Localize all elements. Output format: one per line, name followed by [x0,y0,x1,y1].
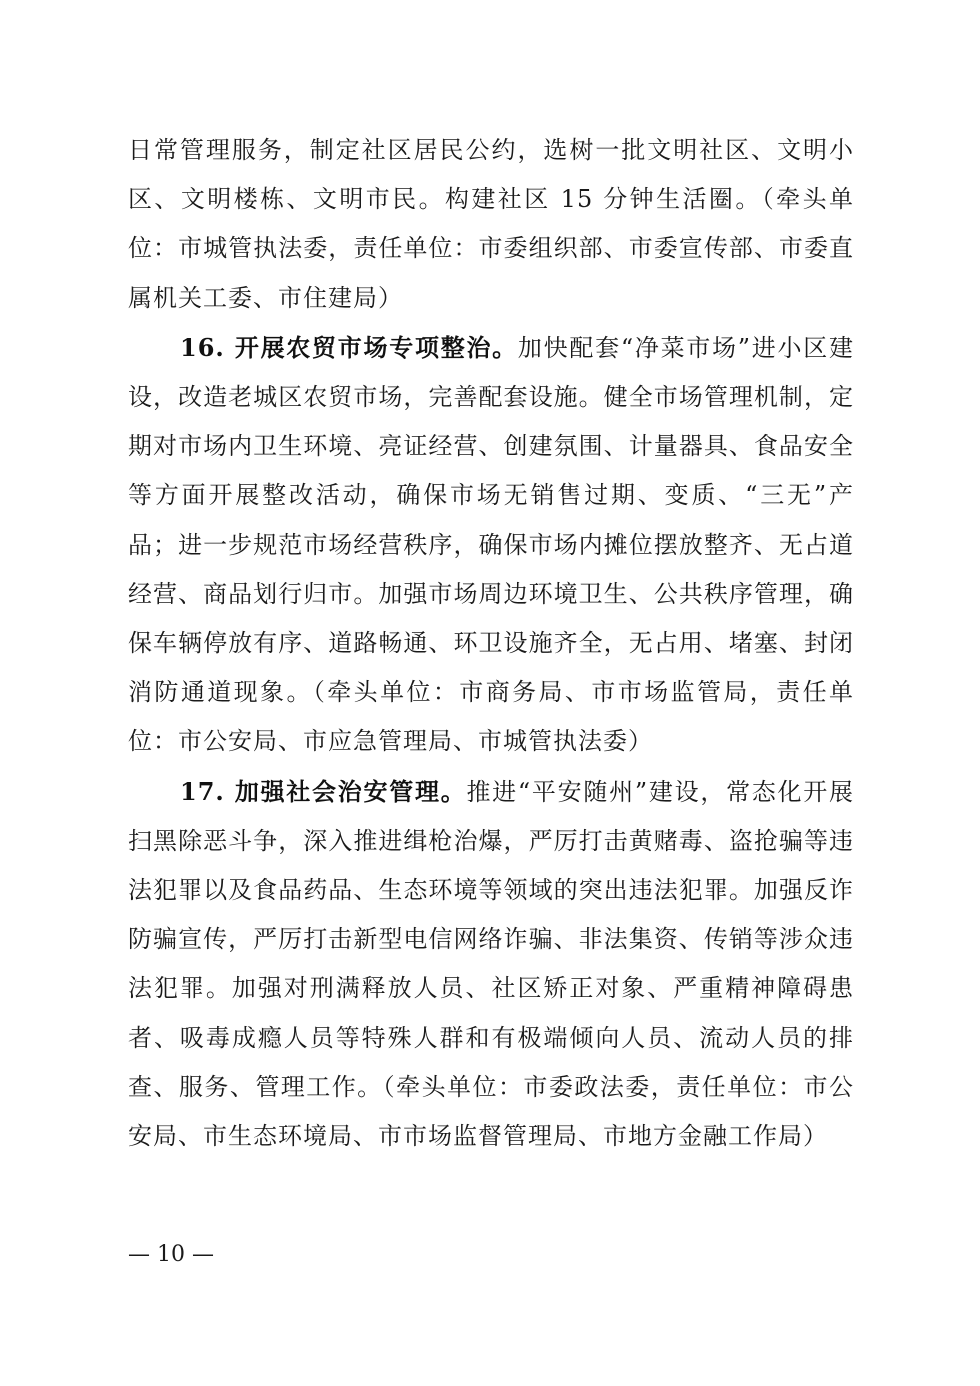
paragraph-text: 日常管理服务，制定社区居民公约，选树一批文明社区、文明小区、文明楼栋、文明市民。构建社区 15 分钟生活圈。（牵头单位：市城管执法委，责任单位：市委组织部、市委宣传部、市委直属机关工委、市住建局） [128,136,854,312]
item-heading: 16. 开展农贸市场专项整治。 [180,332,518,362]
paragraph-item-17 [128,767,854,1162]
paragraph-text: 加快配套“净菜市场”进小区建设，改造老城区农贸市场，完善配套设施。健全市场管理机制，定期对市场内卫生环境、亮证经营、创建氛围、计量器具、食品安全等方面开展整改活动，确保市场无销售过期、变质、“三无”产品；进一步规范市场经营秩序，确保市场内摊位摆放整齐、无占道经营、商品划行归市。加强市场周边环境卫生、公共秩序管理，确保车辆停放有序、道路畅通、环卫设施齐全，无占用、堵塞、封闭消防通道现象。（牵头单位：市商务局、市市场监管局，责任单位：市公安局、市应急管理局、市城管执法委） [128,333,854,756]
paragraph-text: 推进“平安随州”建设，常态化开展扫黑除恶斗争，深入推进缉枪治爆，严厉打击黄赌毒、盗抢骗等违法犯罪以及食品药品、生态环境等领域的突出违法犯罪。加强反诈防骗宣传，严厉打击新型电信网络诈骗、非法集资、传销等涉众违法犯罪。加强对刑满释放人员、社区矫正对象、严重精神障碍患者、吸毒成瘾人员等特殊人群和有极端倾向人员、流动人员的排查、服务、管理工作。（牵头单位：市委政法委，责任单位：市公安局、市生态环境局、市市场监督管理局、市地方金融工作局） [128,777,854,1151]
document-body [128,126,854,1161]
paragraph-continuation [128,126,854,323]
item-heading: 17. 加强社会治安管理。 [180,776,467,806]
page-number: — 10 — [128,1242,214,1267]
paragraph-item-16 [128,323,854,767]
